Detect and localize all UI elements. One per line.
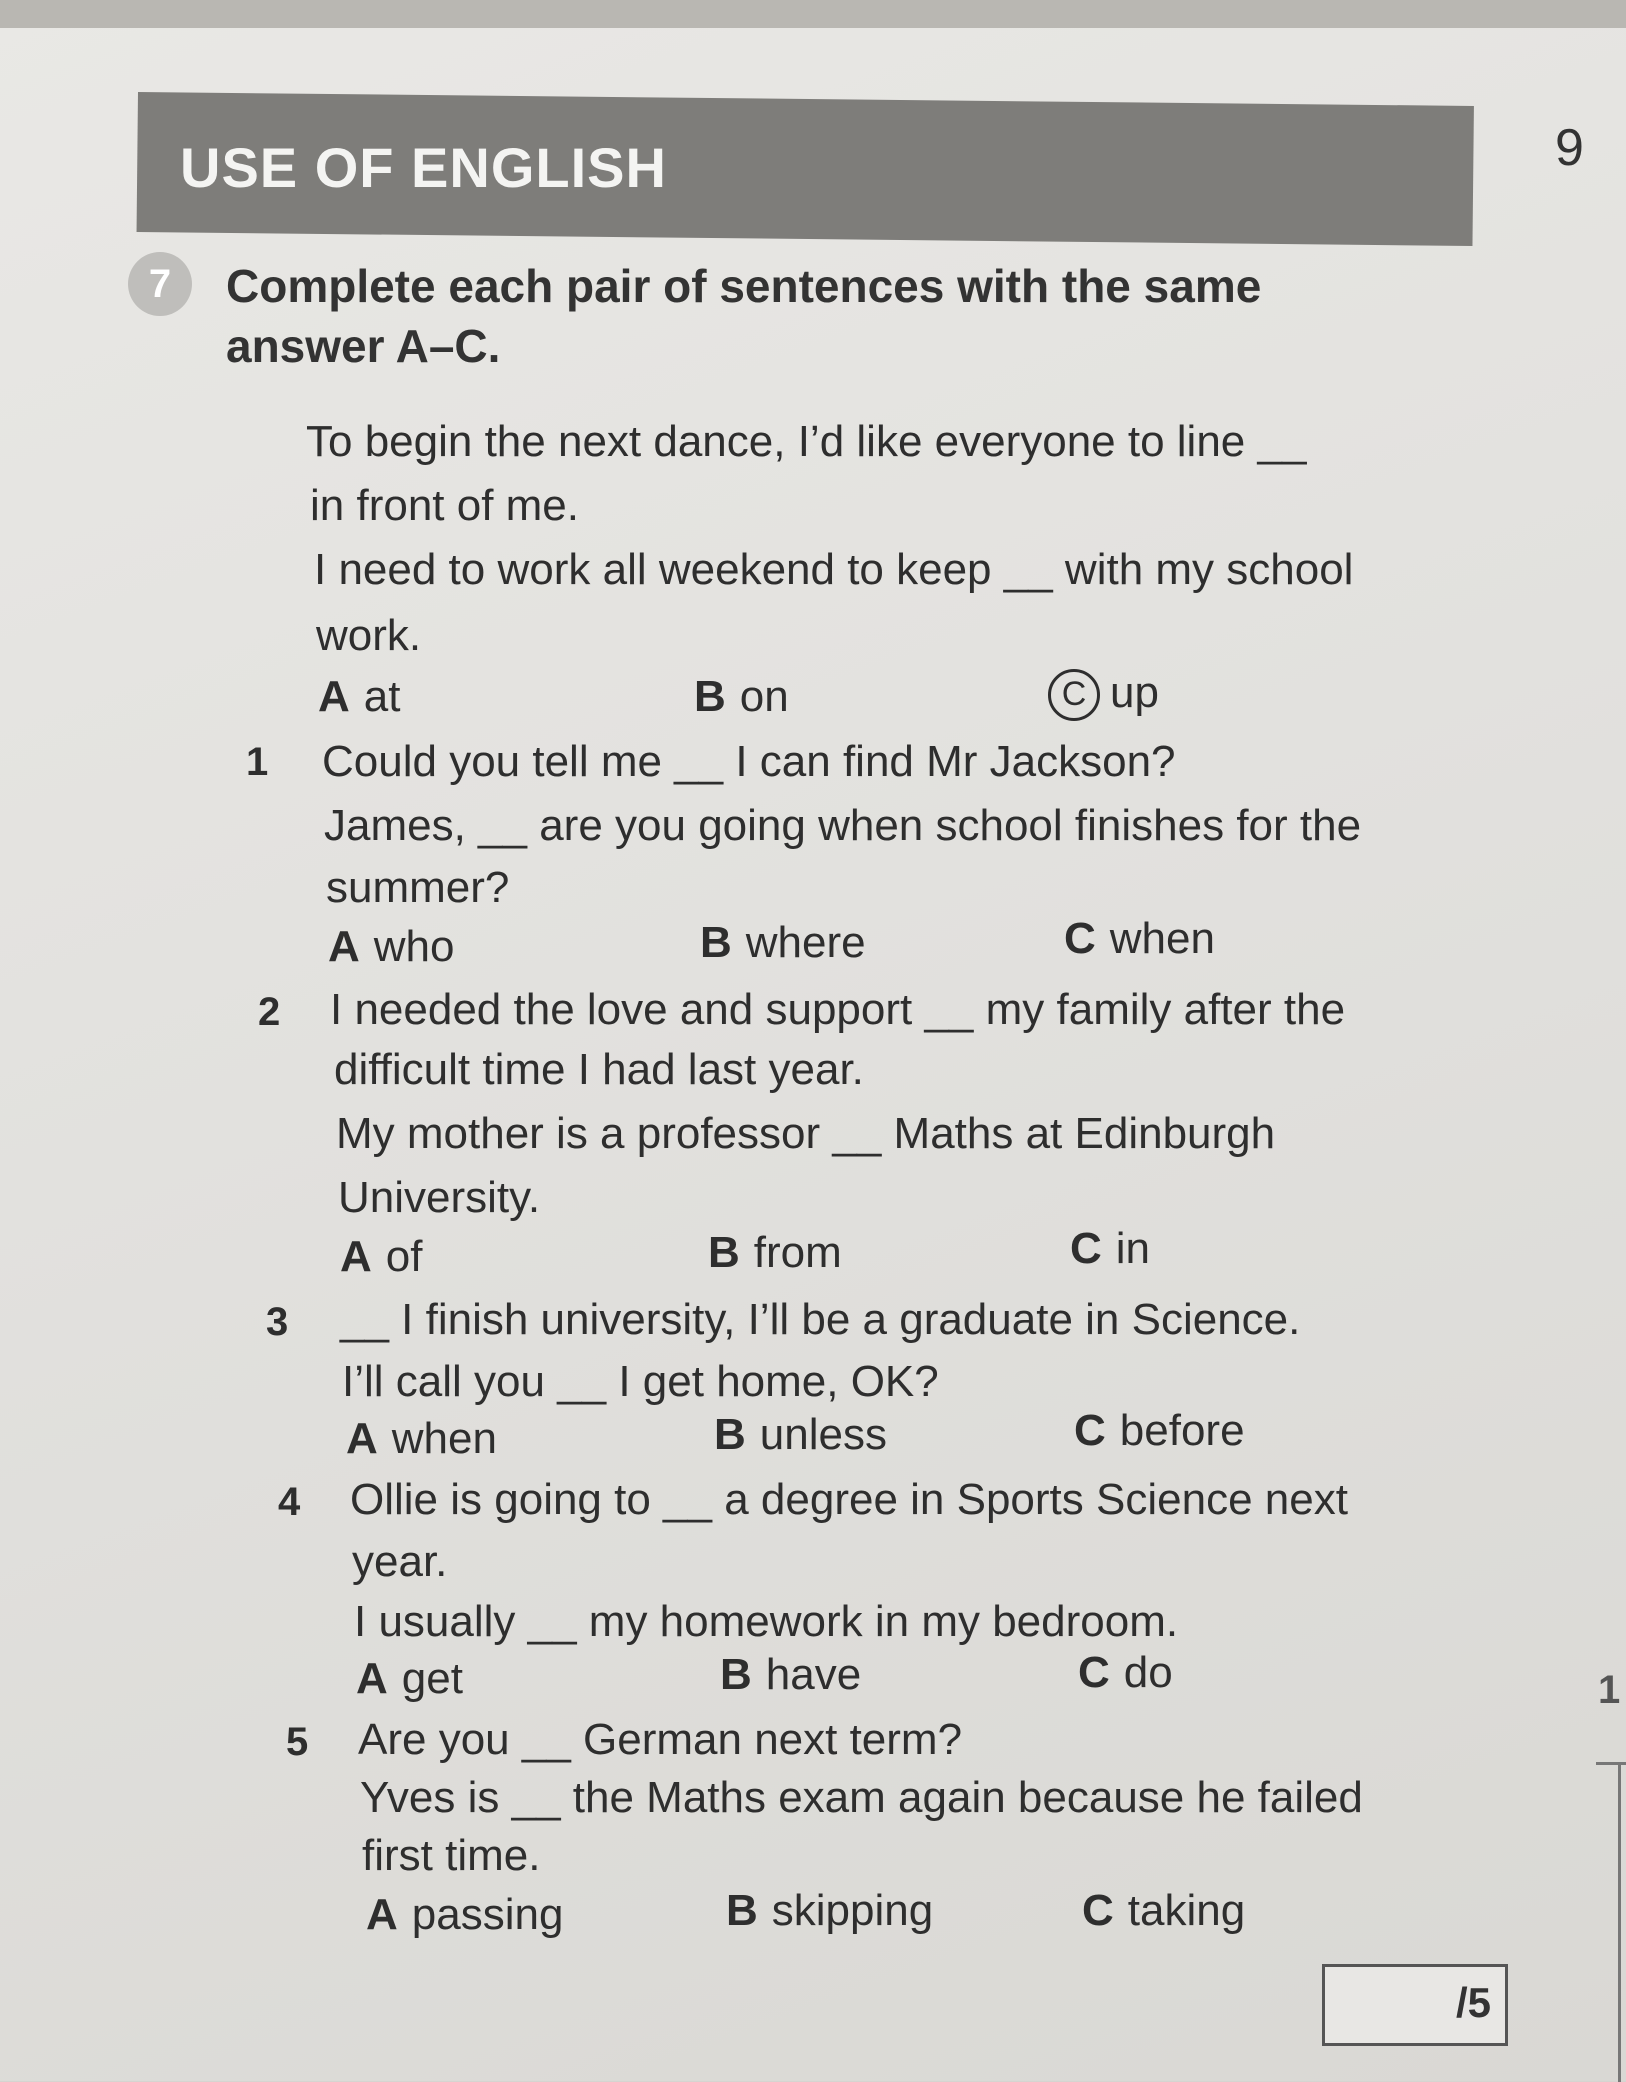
option-b: B where xyxy=(700,918,866,967)
question-line: first time. xyxy=(362,1831,541,1880)
option-c: C before xyxy=(1074,1406,1245,1455)
score-total: /5 xyxy=(1455,1979,1491,2026)
question-number: 4 xyxy=(278,1480,301,1524)
question-line: year. xyxy=(352,1537,448,1586)
question-line: Could you tell me __ I can find Mr Jackson? xyxy=(322,737,1176,786)
question-number: 1 xyxy=(246,740,269,784)
question-line: University. xyxy=(338,1173,541,1222)
question-line: James, __ are you going when school finishes for the xyxy=(324,801,1362,850)
question-line: I’ll call you __ I get home, OK? xyxy=(342,1357,939,1406)
example-option-b: B on xyxy=(694,672,789,721)
option-c: C do xyxy=(1078,1648,1173,1697)
question-line: __ I finish university, I’ll be a graduate in Science. xyxy=(340,1295,1301,1344)
question-line: Ollie is going to __ a degree in Sports Science next xyxy=(350,1475,1348,1524)
option-a: A of xyxy=(340,1232,423,1281)
top-edge xyxy=(0,0,1626,28)
option-a: A who xyxy=(328,922,455,971)
circled-answer: C xyxy=(1048,669,1100,721)
option-c: C taking xyxy=(1082,1886,1246,1935)
option-b: B have xyxy=(720,1650,862,1699)
example-option-c: C up xyxy=(1048,668,1159,721)
example-option-a: A at xyxy=(318,672,401,721)
exercise-instruction: Complete each pair of sentences with the same answer A–C. xyxy=(226,260,1262,372)
example-line-3: I need to work all weekend to keep __ with my school xyxy=(314,545,1354,594)
question-line: Are you __ German next term? xyxy=(358,1715,963,1764)
question-line: summer? xyxy=(326,863,510,912)
option-c: C in xyxy=(1070,1224,1151,1273)
margin-divider xyxy=(1596,1762,1626,1765)
question-line: I usually __ my homework in my bedroom. xyxy=(354,1597,1179,1646)
question-line: I needed the love and support __ my family after the xyxy=(330,985,1346,1034)
option-b: B unless xyxy=(714,1410,887,1459)
section-title: USE OF ENGLISH xyxy=(180,136,667,199)
example-line-4: work. xyxy=(316,611,422,660)
example-line-2: in front of me. xyxy=(310,481,580,530)
option-c: C when xyxy=(1064,914,1215,963)
page-number: 9 xyxy=(1555,119,1584,177)
question-number: 3 xyxy=(266,1300,289,1344)
margin-number: 1 xyxy=(1598,1668,1621,1712)
example-line-1: To begin the next dance, I’d like everyone to line __ xyxy=(306,417,1307,466)
option-b: B skipping xyxy=(726,1886,934,1935)
option-a: A when xyxy=(346,1414,497,1463)
score-box xyxy=(1322,1964,1508,2046)
option-a: A passing xyxy=(366,1890,564,1939)
margin-border xyxy=(1618,1762,1621,2082)
question-line: My mother is a professor __ Maths at Edinburgh xyxy=(336,1109,1276,1158)
option-a: A get xyxy=(356,1654,463,1703)
question-number: 5 xyxy=(286,1720,309,1764)
exercise-number: 7 xyxy=(128,252,192,316)
option-b: B from xyxy=(708,1228,842,1277)
question-line: Yves is __ the Maths exam again because he failed xyxy=(360,1773,1363,1822)
question-line: difficult time I had last year. xyxy=(334,1045,864,1094)
question-number: 2 xyxy=(258,990,281,1034)
